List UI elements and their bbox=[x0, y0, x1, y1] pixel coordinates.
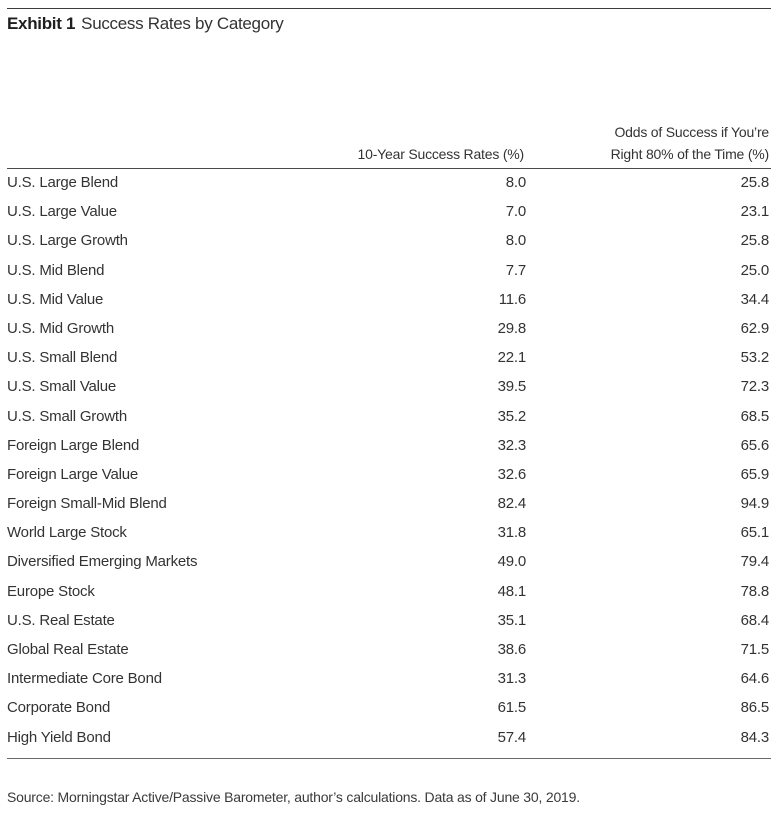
row-odds: 68.4 bbox=[740, 611, 769, 629]
table-row bbox=[7, 257, 771, 286]
row-success-rate: 31.3 bbox=[497, 670, 526, 688]
row-odds: 34.4 bbox=[740, 290, 769, 308]
column-header-odds-line2: Right 80% of the Time (%) bbox=[610, 146, 769, 162]
table-row bbox=[7, 432, 771, 461]
table-row bbox=[7, 198, 771, 227]
row-category: Diversified Emerging Markets bbox=[7, 553, 198, 571]
row-category: U.S. Small Growth bbox=[7, 407, 127, 425]
row-odds: 78.8 bbox=[740, 582, 769, 600]
row-category: U.S. Small Value bbox=[7, 378, 117, 396]
row-category: U.S. Mid Growth bbox=[7, 319, 115, 337]
row-success-rate: 35.1 bbox=[497, 611, 526, 629]
table-row bbox=[7, 373, 771, 402]
table-row bbox=[7, 169, 771, 198]
row-success-rate: 32.6 bbox=[497, 465, 526, 483]
row-odds: 64.6 bbox=[740, 670, 769, 688]
source-note: Source: Morningstar Active/Passive Barometer, author’s calculations. Data as of June 30, 2019. bbox=[7, 789, 580, 805]
row-category: Foreign Large Value bbox=[7, 465, 139, 483]
row-success-rate: 8.0 bbox=[505, 232, 526, 250]
row-category: Foreign Small-Mid Blend bbox=[7, 495, 167, 513]
row-success-rate: 8.0 bbox=[505, 174, 526, 191]
table-row bbox=[7, 344, 771, 373]
row-success-rate: 22.1 bbox=[497, 349, 526, 367]
row-success-rate: 61.5 bbox=[497, 699, 526, 717]
row-odds: 23.1 bbox=[740, 203, 769, 221]
table-row bbox=[7, 548, 771, 577]
row-odds: 72.3 bbox=[740, 378, 769, 396]
row-success-rate: 35.2 bbox=[497, 407, 526, 425]
exhibit-title: Success Rates by Category bbox=[81, 14, 284, 33]
column-header-odds-line1: Odds of Success if You’re bbox=[614, 124, 769, 140]
row-odds: 71.5 bbox=[740, 641, 769, 658]
row-category: U.S. Large Blend bbox=[7, 174, 119, 191]
row-odds: 65.6 bbox=[740, 436, 769, 454]
table-row bbox=[7, 286, 771, 315]
column-header-success-rates: 10-Year Success Rates (%) bbox=[357, 146, 524, 162]
row-odds: 79.4 bbox=[740, 553, 769, 571]
row-category: Foreign Large Blend bbox=[7, 436, 140, 454]
row-success-rate: 29.8 bbox=[497, 319, 526, 337]
row-success-rate: 82.4 bbox=[497, 495, 526, 513]
table-row bbox=[7, 490, 771, 519]
table-row bbox=[7, 403, 771, 432]
row-odds: 84.3 bbox=[740, 728, 769, 746]
row-category: Global Real Estate bbox=[7, 641, 129, 658]
table-row bbox=[7, 636, 771, 665]
row-odds: 86.5 bbox=[740, 699, 769, 717]
row-success-rate: 49.0 bbox=[497, 553, 526, 571]
row-category: U.S. Real Estate bbox=[7, 611, 115, 629]
row-category: High Yield Bond bbox=[7, 728, 111, 746]
row-category: U.S. Large Value bbox=[7, 203, 117, 221]
table-row bbox=[7, 227, 771, 256]
row-category: World Large Stock bbox=[7, 524, 127, 542]
row-category: Corporate Bond bbox=[7, 699, 111, 717]
row-odds: 25.8 bbox=[740, 232, 769, 250]
row-success-rate: 7.0 bbox=[505, 203, 526, 221]
row-success-rate: 57.4 bbox=[497, 728, 526, 746]
row-odds: 62.9 bbox=[740, 319, 769, 337]
table-row bbox=[7, 461, 771, 490]
bottom-rule bbox=[7, 758, 771, 759]
row-success-rate: 48.1 bbox=[497, 582, 526, 600]
row-odds: 94.9 bbox=[740, 495, 769, 513]
row-odds: 68.5 bbox=[740, 407, 769, 425]
table-row bbox=[7, 724, 771, 753]
exhibit-heading bbox=[7, 13, 283, 35]
row-category: Europe Stock bbox=[7, 582, 95, 600]
row-category: U.S. Mid Blend bbox=[7, 261, 105, 279]
table-row bbox=[7, 578, 771, 607]
row-odds: 25.8 bbox=[740, 174, 769, 191]
table-body bbox=[7, 169, 771, 753]
row-success-rate: 7.7 bbox=[505, 261, 526, 279]
row-odds: 65.9 bbox=[740, 465, 769, 483]
row-odds: 65.1 bbox=[740, 524, 769, 542]
top-rule bbox=[7, 8, 771, 9]
row-category: U.S. Mid Value bbox=[7, 290, 104, 308]
row-odds: 53.2 bbox=[740, 349, 769, 367]
table-row bbox=[7, 694, 771, 723]
table-row bbox=[7, 315, 771, 344]
row-success-rate: 38.6 bbox=[497, 641, 526, 658]
row-success-rate: 32.3 bbox=[497, 436, 526, 454]
row-odds: 25.0 bbox=[740, 261, 769, 279]
table-row bbox=[7, 665, 771, 694]
row-category: Intermediate Core Bond bbox=[7, 670, 162, 688]
table-row bbox=[7, 519, 771, 548]
row-success-rate: 11.6 bbox=[498, 290, 526, 308]
row-category: U.S. Large Growth bbox=[7, 232, 128, 250]
row-success-rate: 31.8 bbox=[497, 524, 526, 542]
table-row bbox=[7, 607, 771, 636]
exhibit-label: Exhibit 1 bbox=[7, 14, 76, 33]
row-category: U.S. Small Blend bbox=[7, 349, 118, 367]
row-success-rate: 39.5 bbox=[497, 378, 526, 396]
column-header-odds bbox=[611, 121, 769, 165]
